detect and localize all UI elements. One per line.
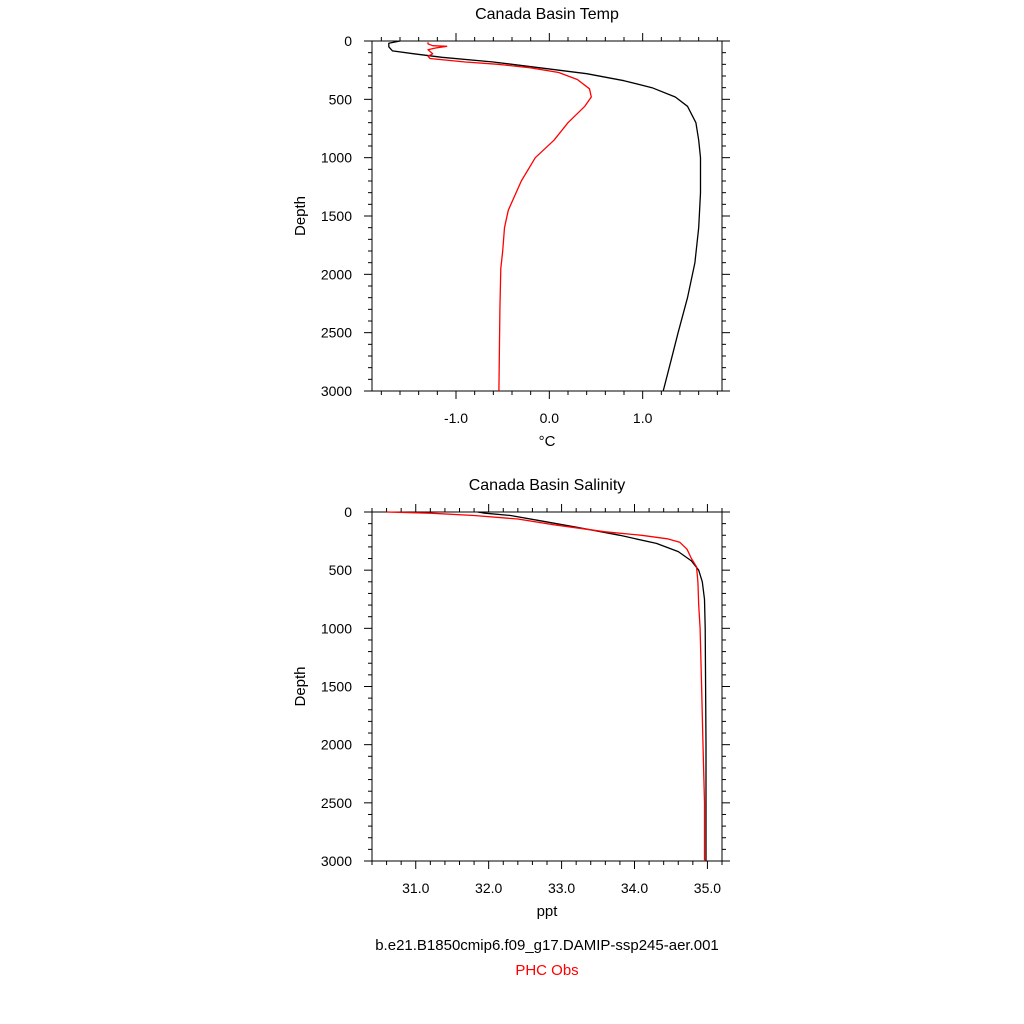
chart-title: Canada Basin Salinity: [468, 477, 626, 494]
y-tick-label: 1500: [320, 208, 352, 224]
y-tick-label: 2000: [320, 266, 352, 283]
x-axis-label: °C: [538, 433, 556, 450]
legend-obs-label: PHC Obs: [515, 962, 579, 979]
series-line-obs: [428, 42, 591, 391]
y-axis-label: Depth: [292, 195, 309, 237]
x-tick-label: 1.0: [632, 410, 653, 426]
y-tick-label: 1500: [320, 678, 352, 695]
x-tick-label: -1.0: [443, 410, 469, 426]
legend-model-label: b.e21.B1850cmip6.f09_g17.DAMIP-ssp245-aer.001: [375, 937, 719, 954]
x-tick-label: 35.0: [693, 880, 722, 896]
y-tick-label: 3000: [320, 853, 352, 869]
series-line-model: [389, 41, 701, 391]
y-tick-label: 0: [344, 33, 352, 49]
x-tick-label: 32.0: [475, 880, 503, 896]
y-tick-label: 2000: [320, 736, 352, 753]
plot-frame: [372, 512, 722, 861]
chart-panel-temp: [292, 6, 730, 450]
series-line-obs: [387, 512, 705, 861]
y-tick-label: 2500: [320, 794, 352, 811]
y-tick-label: 2500: [320, 324, 352, 341]
x-tick-label: 34.0: [620, 880, 649, 896]
y-tick-label: 0: [344, 504, 352, 520]
chart-panel-salinity: [292, 477, 730, 920]
series-line-model: [478, 512, 706, 861]
y-tick-label: 1000: [320, 620, 352, 637]
y-tick-label: 1000: [320, 149, 352, 166]
y-tick-label: 500: [328, 91, 352, 108]
x-tick-label: 31.0: [402, 880, 430, 896]
x-tick-label: 0.0: [539, 410, 560, 426]
chart-title: Canada Basin Temp: [475, 6, 619, 23]
y-tick-label: 3000: [320, 383, 352, 399]
y-axis-label: Depth: [292, 666, 309, 707]
x-tick-label: 33.0: [547, 880, 576, 896]
plot-frame: [372, 41, 722, 391]
y-tick-label: 500: [328, 562, 352, 579]
x-axis-label: ppt: [536, 903, 558, 920]
